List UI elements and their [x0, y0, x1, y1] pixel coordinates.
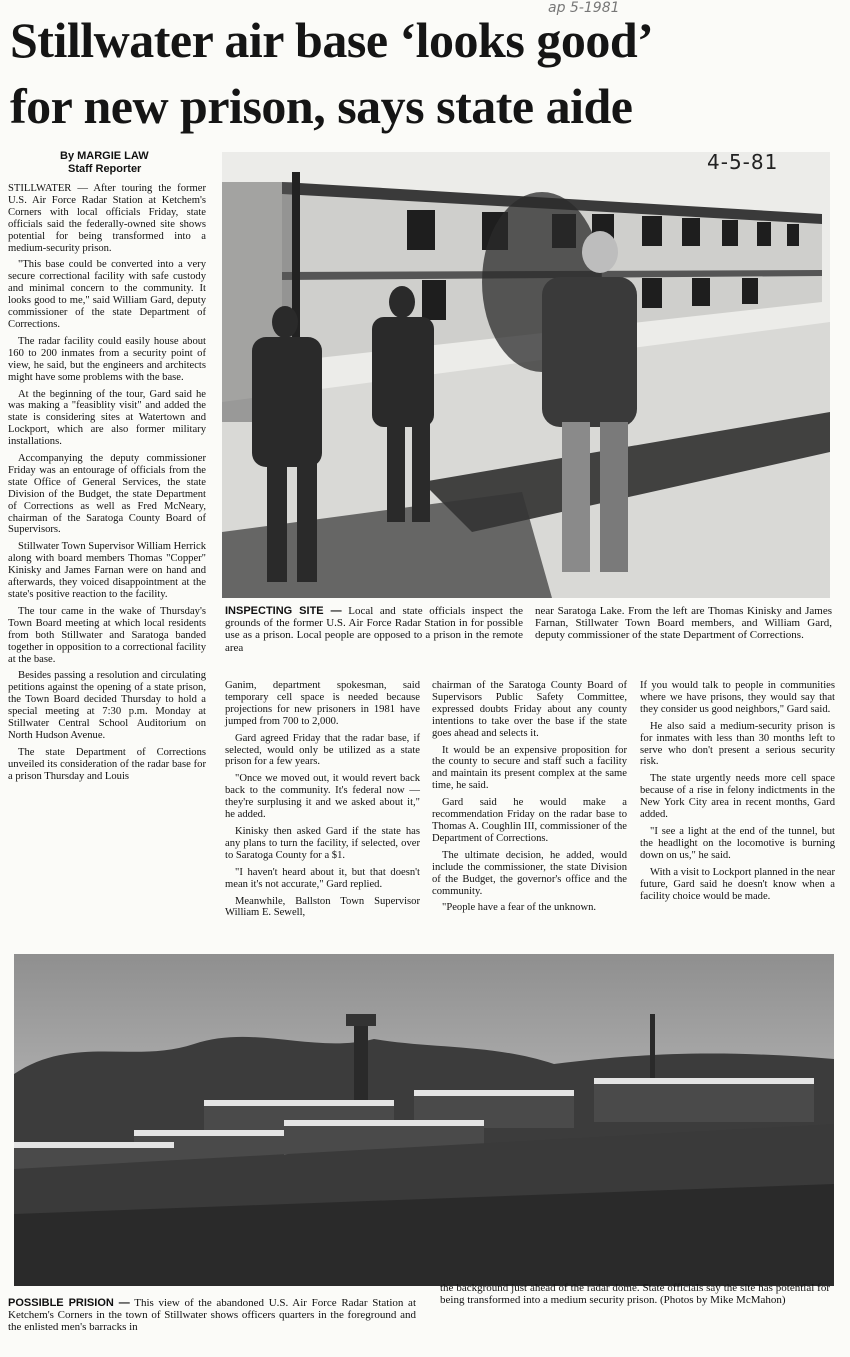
- paragraph: The ultimate decision, he added, would include the commissioner, the state Division of the Budget, the governor's office and the community.: [432, 849, 627, 897]
- paragraph: "People have a fear of the unknown.: [442, 902, 597, 914]
- paragraph: He also said a medium-security prison is for inmates with less than 30 months left to serve who don't present a serious security risk.: [640, 720, 835, 768]
- paragraph: Stillwater Town Supervisor William Herrick along with board members Thomas "Copper" Kinisky and James Farnan were on hand and afterwards, they voiced disappointment at the state's positive reaction to the facility.: [8, 541, 206, 600]
- paragraph: "Once we moved out, it would revert back back to the community. It's federal now — they're surplusing it and we asked about it," he added.: [225, 773, 420, 821]
- headline-line-2: for new prison, says state aide: [10, 78, 633, 134]
- paragraph: STILLWATER — After touring the former U.S. Air Force Radar Station at Ketchem's Corners with local officials Friday, state officials said the federally-owned site shows potential for being transformed into a medium-security prison.: [8, 183, 206, 254]
- article-column-3: [432, 680, 627, 919]
- photo-caption-2-left: [8, 1297, 416, 1334]
- article-column-4: [640, 680, 835, 907]
- caption-text: This view of the abandoned U.S. Air Force Radar Station at Ketchem's Corners in the town of Stillwater shows officers quarters in the foreground and the enlisted men's barracks in: [8, 1297, 416, 1334]
- paragraph: At the beginning of the tour, Gard said he was making a "feasiblity visit" and added the state is considering sites at Watertown and Lockport, which are also former military installations.: [8, 388, 206, 448]
- byline-title: Staff Reporter: [68, 163, 142, 175]
- paragraph: If you would talk to people in communities where we have prisons, they would say that they consider us good neighbors," Gard said.: [640, 680, 835, 715]
- paragraph: "I haven't heard about it, but that doesn't mean it's not accurate," Gard replied.: [225, 866, 420, 890]
- caption-lead: INSPECTING SITE —: [225, 605, 342, 617]
- headline-line-1: Stillwater air base ‘looks good’: [10, 12, 654, 68]
- byline-name: By MARGIE LAW: [60, 150, 149, 162]
- paragraph: The tour came in the wake of Thursday's Town Board meeting at which local residents from both Stillwater and Saratoga banded together in opposition to a correctional facility at the base.: [8, 605, 206, 665]
- scribbled-date: ap 5-1981: [548, 0, 620, 16]
- article-column-2: [225, 680, 420, 924]
- photo-caption-1-right: near Saratoga Lake. From the left are Thomas Kinisky and James Farnan, Stillwater Town Board members, and William Gard, deputy commissioner of the state Department of Corrections.: [535, 605, 832, 642]
- paragraph: With a visit to Lockport planned in the near future, Gard said he doesn't know when a facility choice would be made.: [640, 866, 835, 902]
- article-column-1: [8, 183, 206, 788]
- paragraph: Kinisky then asked Gard if the state has any plans to turn the facility, if selected, over to Saratoga County for a $1.: [225, 825, 420, 861]
- paragraph: Gard agreed Friday that the radar base, if selected, would only be utilized as a state prison for a few years.: [225, 732, 420, 768]
- paragraph: It would be an expensive proposition for the county to secure and staff such a facility and maintain its present complex at the same time, he said.: [432, 744, 627, 792]
- paragraph: "This base could be converted into a very secure correctional facility with safe custody and minimal concern to the community. It looks good to me," said William Gard, deputy commissioner of the state Department of Corrections.: [8, 259, 206, 330]
- paragraph: chairman of the Saratoga County Board of Supervisors Public Safety Committee, expressed doubts Friday about any county intentions to take over the base if the state goes ahead and selects it.: [432, 680, 627, 739]
- byline: [60, 150, 149, 176]
- caption-lead: POSSIBLE PRISION —: [8, 1297, 130, 1309]
- paragraph: The state Department of Corrections unveiled its consideration of the radar base for a prison Thursday and Louis: [8, 746, 206, 782]
- paragraph: "I see a light at the end of the tunnel, but the headlight on the locomotive is burning down on us," he said.: [640, 825, 835, 861]
- paragraph: The radar facility could easily house about 160 to 200 inmates from a security point of view, he said, but the engineers and architects might have some problems with the base.: [8, 335, 206, 383]
- paragraph: Besides passing a resolution and circulating petitions against the opening of a state prison, the Town Board decided Thursday to hold a special meeting at 7:30 p.m. Monday at Stillwater Central School Auditorium on North Hudson Avenue.: [8, 670, 206, 741]
- paragraph: Ganim, department spokesman, said temporary cell space is needed because projections for new prisoners in 1981 have jumped from 700 to 2,000.: [225, 680, 420, 727]
- photo-caption-2-right: the background just ahead of the radar dome. State officials say the site has potential for being transformed into a medium security prison. (Photos by Mike McMahon): [440, 1282, 830, 1307]
- photo-caption-1-left: [225, 605, 523, 654]
- paragraph: Meanwhile, Ballston Town Supervisor William E. Sewell,: [225, 895, 420, 919]
- handwritten-date: 4-5-81: [707, 150, 779, 174]
- possible-prison-photo: [14, 954, 834, 1286]
- paragraph: Accompanying the deputy commissioner Friday was an entourage of officials from the state Office of General Services, the state Division of the Budget, the state Department of Corrections as well as Fred McNeary, chairman of the Saratoga County Board of Supervisors.: [8, 453, 206, 536]
- paragraph: The state urgently needs more cell space because of a rise in felony indictments in the New York City area in recent months, Gard added.: [640, 773, 835, 821]
- inspecting-site-photo: [222, 152, 830, 598]
- paragraph: Gard said he would make a recommendation Friday on the radar base to Thomas A. Coughlin III, commissioner of the Department of Corrections.: [432, 797, 627, 844]
- caption-text: Local and state officials inspect the grounds of the former U.S. Air Force Radar Station in for possible use as a prison. Local people are opposed to a prison in the remote area: [225, 605, 523, 654]
